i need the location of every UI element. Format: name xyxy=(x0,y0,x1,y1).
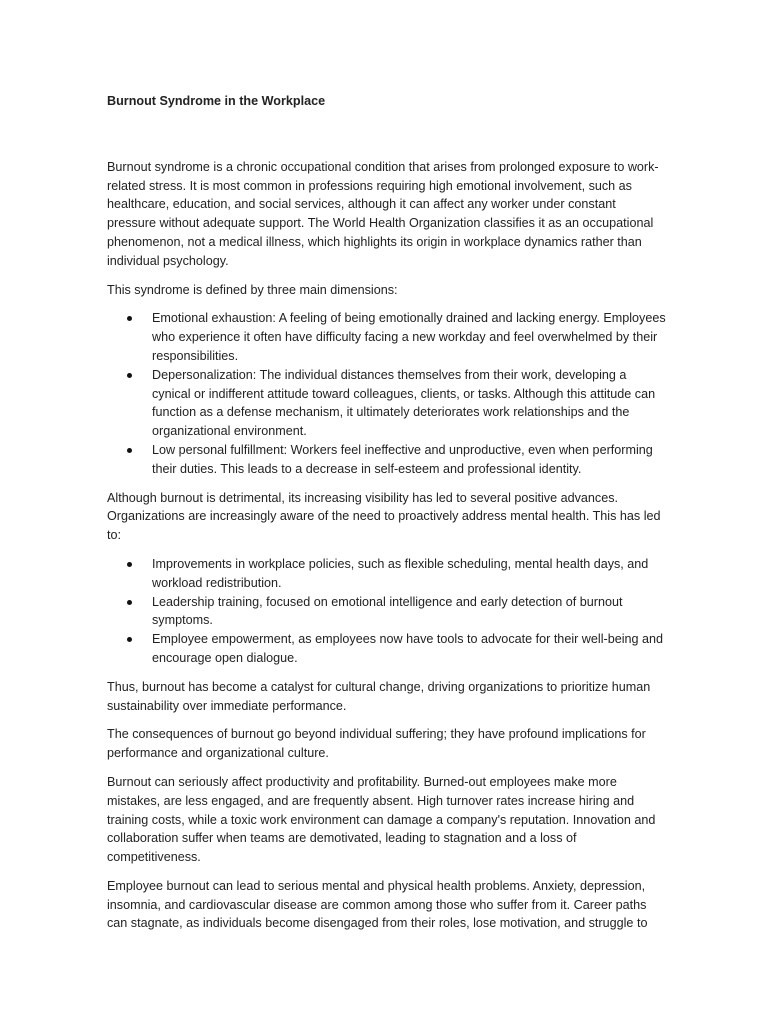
dimension-text: Low personal fulfillment: Workers feel ineffective and unproductive, even when performing their duties. This leads to a decrease in self-esteem and professional identity. xyxy=(152,442,653,476)
dimensions-list-item xyxy=(107,366,668,441)
dimensions-lead-paragraph: This syndrome is defined by three main dimensions: xyxy=(107,282,398,297)
advance-text: Leadership training, focused on emotional intelligence and early detection of burnout symptoms. xyxy=(152,594,623,628)
dimension-text: Emotional exhaustion: A feeling of being emotionally drained and lacking energy. Employees who experience it often have difficulty facing a new workday and feel overwhelmed by their responsibilities. xyxy=(152,311,666,363)
advances-list-item xyxy=(107,555,668,593)
consequences-paragraph: The consequences of burnout go beyond individual suffering; they have profound implications for performance and organizational culture. xyxy=(107,727,646,761)
intro-paragraph: Burnout syndrome is a chronic occupational condition that arises from prolonged exposure to work-related stress. It is most common in professions requiring high emotional involvement, such as healthcare, education, and social services, although it can affect any worker under constant pressure without adequate support. The World Health Organization classifies it as an occupational phenomenon, not a medical illness, which highlights its origin in workplace dynamics rather than individual psychology. xyxy=(107,159,659,268)
bullet-icon xyxy=(127,316,132,321)
productivity-paragraph: Burnout can seriously affect productivity and profitability. Burned-out employees make more mistakes, are less engaged, and are frequently absent. High turnover rates increase hiring and training costs, while a toxic work environment can damage a company's reputation. Innovation and collaboration suffer when teams are demotivated, leading to stagnation and a loss of competitiveness. xyxy=(107,774,656,865)
dimensions-list-item xyxy=(107,441,668,479)
advances-list xyxy=(107,555,668,668)
dimension-text: Depersonalization: The individual distances themselves from their work, developing a cynical or indifferent attitude toward colleagues, clients, or tasks. Although this attitude can function as a defense mechanism, it ultimately deteriorates work relationships and the organizational environment. xyxy=(152,367,656,439)
dimensions-list-item xyxy=(107,309,668,365)
catalyst-paragraph: Thus, burnout has become a catalyst for cultural change, driving organizations to prioritize human sustainability over immediate performance. xyxy=(107,679,651,713)
dimensions-list xyxy=(107,309,668,478)
bullet-icon xyxy=(127,600,132,605)
bullet-icon xyxy=(127,373,132,378)
advances-list-item xyxy=(107,593,668,631)
bullet-icon xyxy=(127,637,132,642)
advances-lead-paragraph: Although burnout is detrimental, its increasing visibility has led to several positive advances. Organizations are increasingly aware of the need to proactively address mental health. This has led to: xyxy=(107,490,661,543)
advance-text: Employee empowerment, as employees now have tools to advocate for their well-being and encourage open dialogue. xyxy=(152,632,664,665)
document-title: Burnout Syndrome in the Workplace xyxy=(107,94,326,108)
health-paragraph: Employee burnout can lead to serious mental and physical health problems. Anxiety, depression, insomnia, and cardiovascular disease are common among those who suffer from it. Career paths can stagnate, as individuals become disengaged from their roles, lose motivation, and struggle to xyxy=(107,878,648,931)
advances-list-item xyxy=(107,630,668,668)
advance-text: Improvements in workplace policies, such as flexible scheduling, mental health days, and workload redistribution. xyxy=(152,556,649,590)
bullet-icon xyxy=(127,448,132,453)
bullet-icon xyxy=(127,562,132,567)
